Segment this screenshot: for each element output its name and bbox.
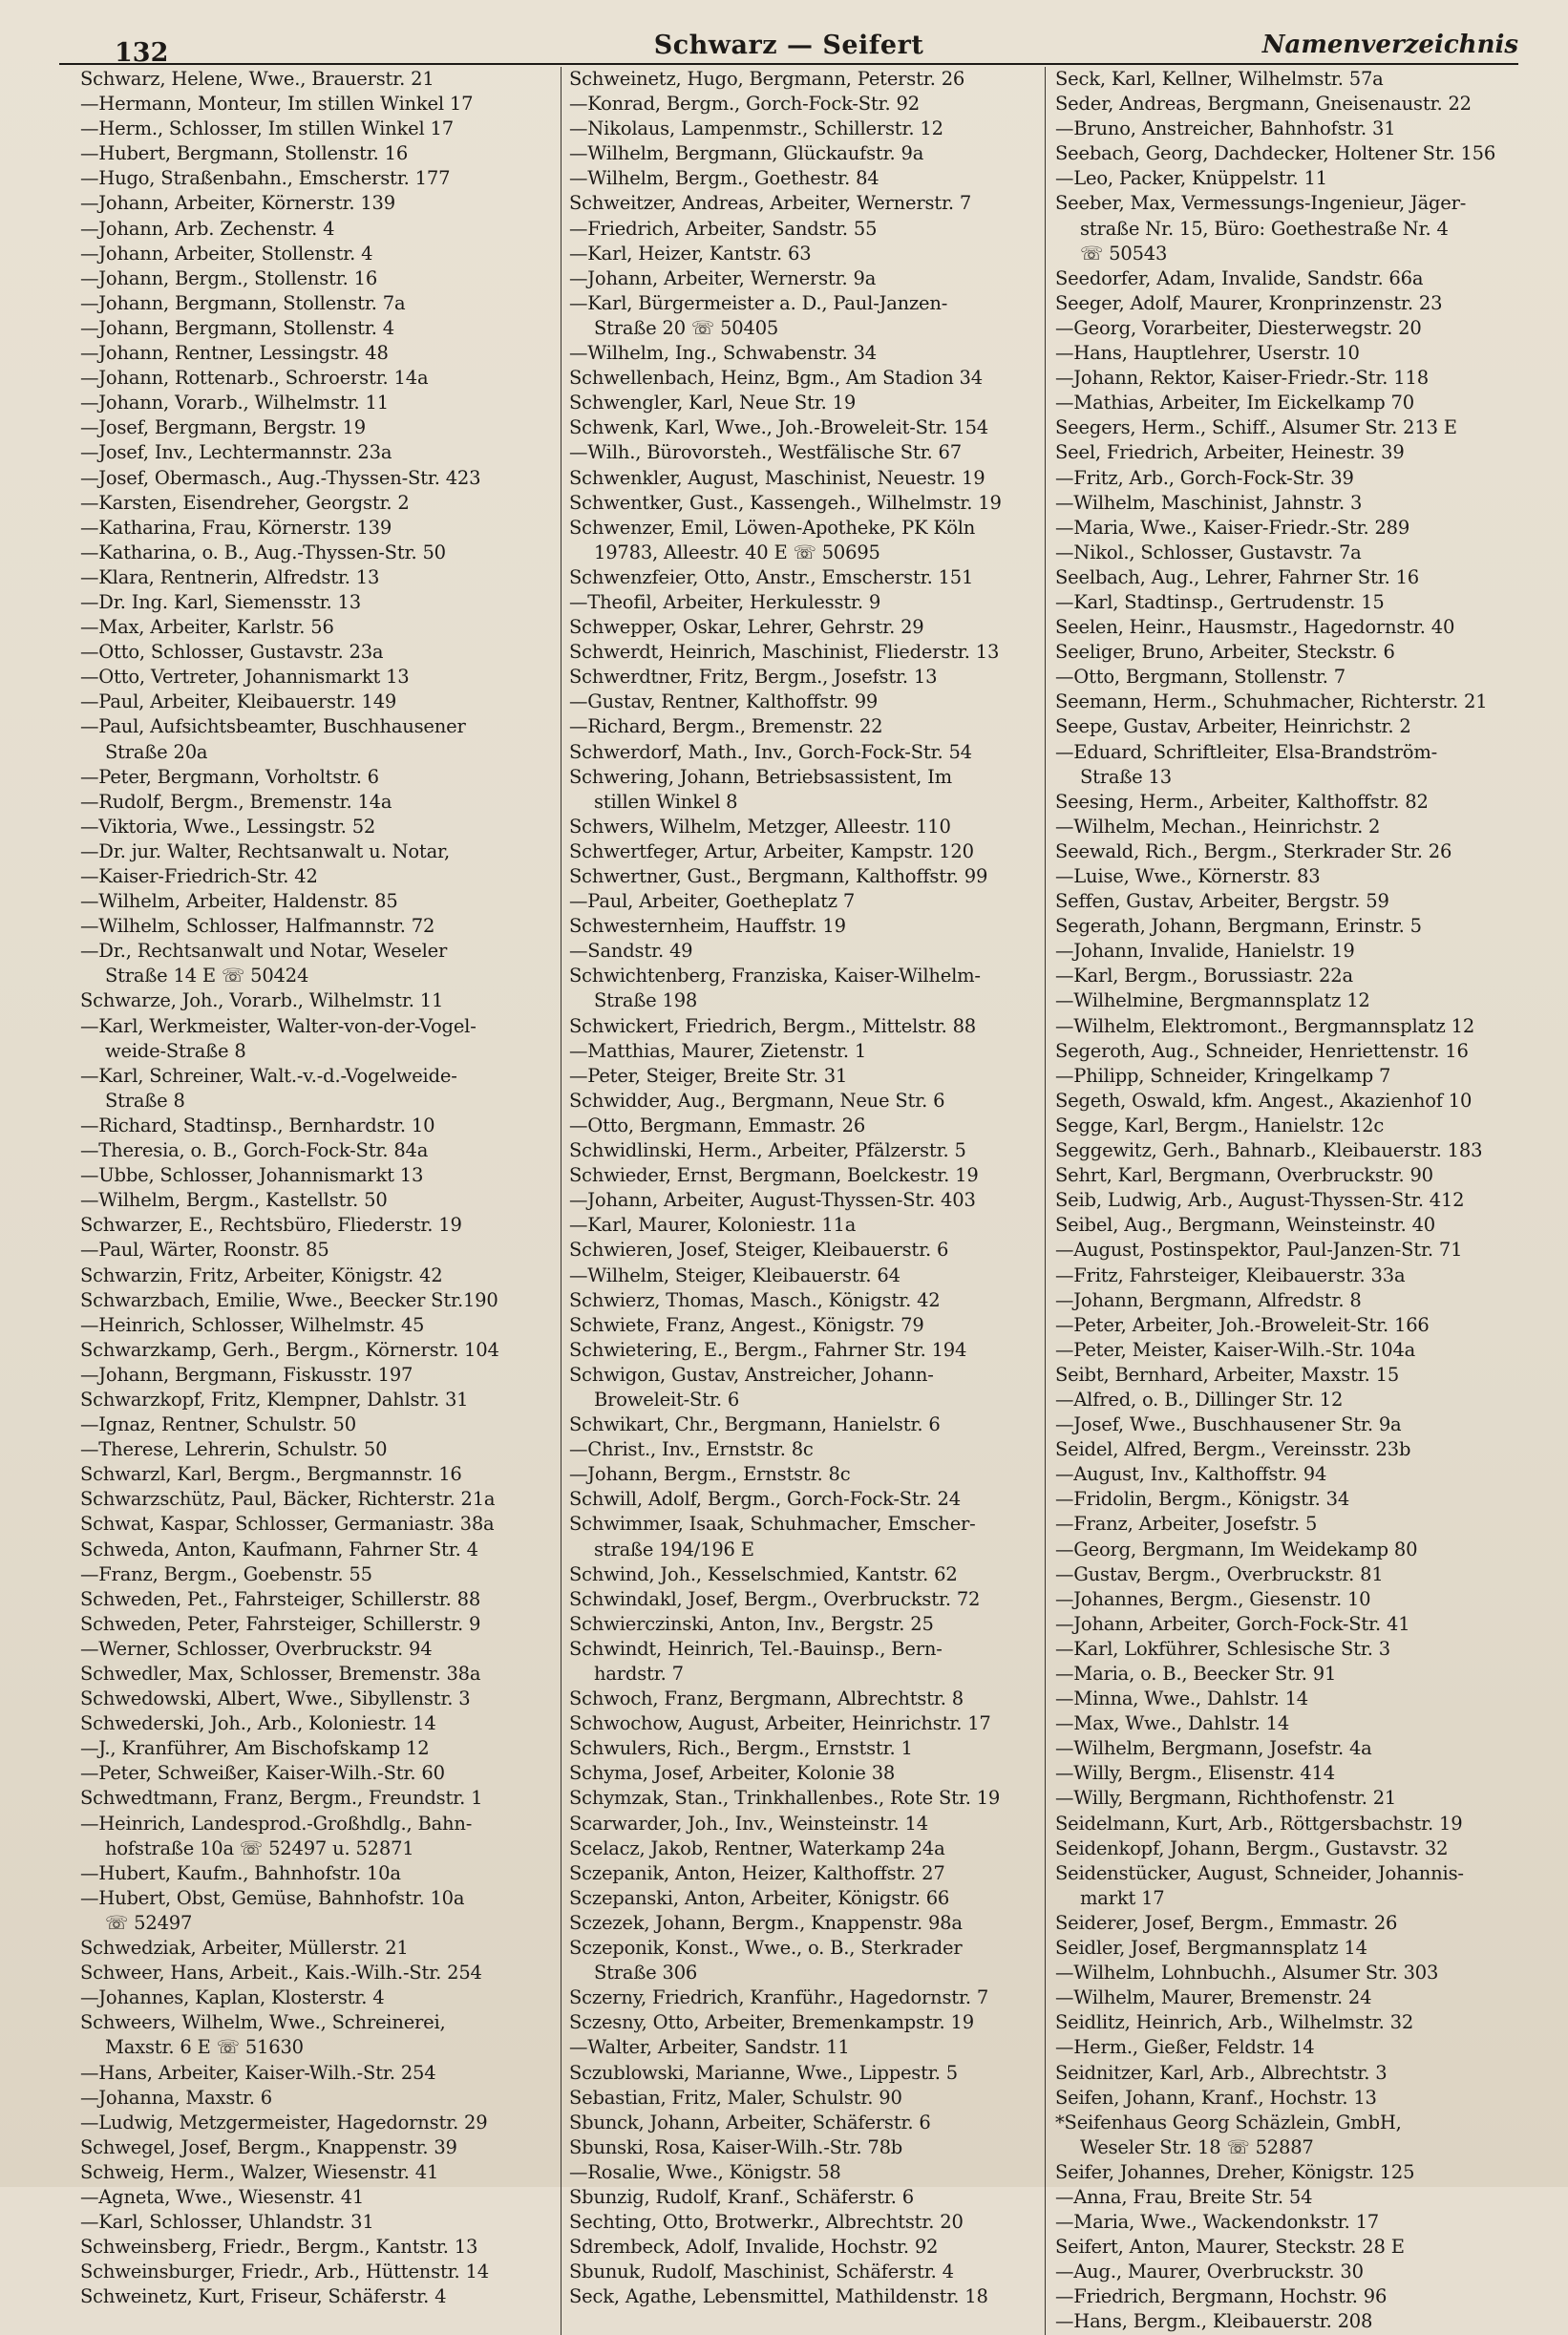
directory-entry: —Johannes, Kaplan, Klosterstr. 4: [80, 1986, 385, 2009]
directory-entry: —Peter, Schweißer, Kaiser-Wilh.-Str. 60: [80, 1762, 445, 1785]
directory-entry: Weseler Str. 18 ☏ 52887: [1080, 2135, 1314, 2158]
directory-entry: —Paul, Wärter, Roonstr. 85: [80, 1239, 329, 1262]
directory-entry: Schwers, Wilhelm, Metzger, Alleestr. 110: [569, 815, 951, 838]
directory-entry: Straße 20 ☏ 50405: [594, 316, 779, 339]
directory-entry: hardstr. 7: [594, 1663, 684, 1685]
directory-entry: Straße 13: [1080, 765, 1172, 788]
directory-entry: Schwidder, Aug., Bergmann, Neue Str. 6: [569, 1089, 945, 1112]
directory-entry: —Rosalie, Wwe., Königstr. 58: [569, 2160, 841, 2183]
directory-entry: Seifer, Johannes, Dreher, Königstr. 125: [1055, 2160, 1415, 2183]
directory-entry: Schweinetz, Kurt, Friseur, Schäferstr. 4: [80, 2285, 447, 2308]
directory-entry: Sehrt, Karl, Bergmann, Overbruckstr. 90: [1055, 1164, 1433, 1187]
directory-entry: Schweers, Wilhelm, Wwe., Schreinerei,: [80, 2011, 446, 2034]
directory-entry: Schwengler, Karl, Neue Str. 19: [569, 392, 857, 414]
directory-entry: Schyma, Josef, Arbeiter, Kolonie 38: [569, 1762, 896, 1785]
directory-entry: —Herm., Schlosser, Im stillen Winkel 17: [80, 117, 454, 140]
directory-entry: —Wilhelm, Maschinist, Jahnstr. 3: [1055, 491, 1363, 514]
directory-entry: Seibel, Aug., Bergmann, Weinsteinstr. 40: [1055, 1214, 1436, 1237]
directory-entry: Sczepanik, Anton, Heizer, Kalthoffstr. 27: [569, 1861, 945, 1884]
directory-entry: Schweitzer, Andreas, Arbeiter, Wernerstr. 7: [569, 192, 972, 215]
directory-entry: straße Nr. 15, Büro: Goethestraße Nr. 4: [1080, 217, 1449, 240]
directory-entry: —Dr. Ing. Karl, Siemensstr. 13: [80, 590, 361, 613]
directory-entry: —Wilhelm, Mechan., Heinrichstr. 2: [1055, 815, 1381, 838]
directory-entry: Schwerdtner, Fritz, Bergm., Josefstr. 13: [569, 666, 938, 689]
directory-entry: Schwikart, Chr., Bergmann, Hanielstr. 6: [569, 1413, 941, 1436]
directory-entry: —Maria, Wwe., Wackendonkstr. 17: [1055, 2211, 1379, 2234]
directory-entry: —Johann, Bergmann, Stollenstr. 7a: [80, 291, 406, 314]
directory-entry: Seggewitz, Gerh., Bahnarb., Kleibauerstr. 183: [1055, 1139, 1483, 1162]
directory-entry: Seel, Friedrich, Arbeiter, Heinestr. 39: [1055, 441, 1405, 464]
directory-entry: Seidenstücker, August, Schneider, Johannis-: [1055, 1861, 1464, 1884]
directory-entry: —Johann, Arbeiter, August-Thyssen-Str. 403: [569, 1189, 976, 1212]
directory-entry: Schwierz, Thomas, Masch., Königstr. 42: [569, 1288, 941, 1311]
directory-entry: Sbunzig, Rudolf, Kranf., Schäferstr. 6: [569, 2185, 914, 2208]
directory-entry: —Eduard, Schriftleiter, Elsa-Brandström-: [1055, 740, 1438, 763]
directory-entry: Schwindt, Heinrich, Tel.-Bauinsp., Bern-: [569, 1637, 943, 1660]
directory-entry: Seepe, Gustav, Arbeiter, Heinrichstr. 2: [1055, 715, 1411, 738]
directory-entry: Seidelmann, Kurt, Arb., Röttgersbachstr. 19: [1055, 1812, 1463, 1835]
directory-entry: Seib, Ludwig, Arb., August-Thyssen-Str. 412: [1055, 1189, 1465, 1212]
directory-entry: —Wilhelm, Bergm., Kastellstr. 50: [80, 1189, 388, 1212]
directory-entry: Seibt, Bernhard, Arbeiter, Maxstr. 15: [1055, 1363, 1400, 1386]
directory-entry: Seck, Karl, Kellner, Wilhelmstr. 57a: [1055, 68, 1384, 90]
directory-entry: —Johann, Vorarb., Wilhelmstr. 11: [80, 392, 389, 414]
directory-entry: Sechting, Otto, Brotwerkr., Albrechtstr. 20: [569, 2211, 964, 2234]
directory-entry: —Rudolf, Bergm., Bremenstr. 14a: [80, 790, 392, 813]
directory-entry: —Karl, Maurer, Koloniestr. 11a: [569, 1214, 857, 1237]
directory-entry: Schwarzbach, Emilie, Wwe., Beecker Str.190: [80, 1288, 498, 1311]
directory-entry: —Ubbe, Schlosser, Johannismarkt 13: [80, 1164, 424, 1187]
directory-entry: Seidel, Alfred, Bergm., Vereinsstr. 23b: [1055, 1438, 1411, 1461]
directory-entry: Seesing, Herm., Arbeiter, Kalthoffstr. 82: [1055, 790, 1429, 813]
directory-entry: —Paul, Aufsichtsbeamter, Buschhausener: [80, 715, 466, 738]
directory-entry: Schwieder, Ernst, Bergmann, Boelckestr. 19: [569, 1164, 979, 1187]
directory-entry: *Seifenhaus Georg Schäzlein, GmbH,: [1055, 2111, 1402, 2133]
column-middle: [561, 67, 1045, 2335]
directory-entry: Schweinsberg, Friedr., Bergm., Kantstr. 13: [80, 2236, 478, 2259]
directory-entry: Seffen, Gustav, Arbeiter, Bergstr. 59: [1055, 890, 1389, 913]
directory-entry: —Hugo, Straßenbahn., Emscherstr. 177: [80, 167, 451, 190]
directory-entry: Schwesternheim, Hauffstr. 19: [569, 915, 846, 938]
directory-entry: —Willy, Bergmann, Richthofenstr. 21: [1055, 1787, 1397, 1810]
directory-entry: —Richard, Bergm., Bremenstr. 22: [569, 715, 883, 738]
directory-entry: —Fritz, Arb., Gorch-Fock-Str. 39: [1055, 466, 1354, 489]
directory-entry: —Peter, Meister, Kaiser-Wilh.-Str. 104a: [1055, 1338, 1416, 1361]
directory-entry: Schwidlinski, Herm., Arbeiter, Pfälzerstr. 5: [569, 1139, 966, 1162]
directory-entry: ☏ 50543: [1080, 242, 1168, 265]
directory-entry: —Gustav, Rentner, Kalthoffstr. 99: [569, 690, 879, 713]
directory-entry: —Friedrich, Bergmann, Hochstr. 96: [1055, 2285, 1388, 2308]
directory-entry: Schwoch, Franz, Bergmann, Albrechtstr. 8: [569, 1688, 964, 1710]
directory-entry: —Peter, Arbeiter, Joh.-Broweleit-Str. 166: [1055, 1313, 1430, 1336]
directory-entry: Schwenzer, Emil, Löwen-Apotheke, PK Köln: [569, 516, 976, 539]
directory-entry: 19783, Alleestr. 40 E ☏ 50695: [594, 541, 880, 563]
directory-entry: Seidler, Josef, Bergmannsplatz 14: [1055, 1937, 1367, 1960]
directory-entry: Schwarzschütz, Paul, Bäcker, Richterstr. 21a: [80, 1488, 496, 1511]
directory-entry: Segeroth, Aug., Schneider, Henriettenstr. 16: [1055, 1039, 1469, 1062]
directory-entry: Schweinetz, Hugo, Bergmann, Peterstr. 26: [569, 68, 965, 90]
directory-entry: —Hermann, Monteur, Im stillen Winkel 17: [80, 93, 474, 116]
directory-entry: —Johannes, Bergm., Giesenstr. 10: [1055, 1587, 1371, 1610]
directory-entry: —Hubert, Bergmann, Stollenstr. 16: [80, 142, 409, 165]
directory-entry: —Wilhelm, Bergmann, Glückaufstr. 9a: [569, 142, 924, 165]
directory-entry: —Theresia, o. B., Gorch-Fock-Str. 84a: [80, 1139, 429, 1162]
directory-entry: —Franz, Arbeiter, Josefstr. 5: [1055, 1513, 1318, 1536]
directory-entry: —Johann, Arb. Zechenstr. 4: [80, 217, 335, 240]
directory-entry: markt 17: [1080, 1886, 1165, 1909]
directory-entry: Schwertfeger, Artur, Arbeiter, Kampstr. 120: [569, 839, 974, 862]
directory-entry: —Wilhelm, Bergm., Goethestr. 84: [569, 167, 879, 190]
page-header: [59, 21, 1518, 68]
directory-entry: Schwill, Adolf, Bergm., Gorch-Fock-Str. 24: [569, 1488, 961, 1511]
directory-entry: —Karl, Bergm., Borussiastr. 22a: [1055, 965, 1353, 987]
directory-entry: —August, Inv., Kalthoffstr. 94: [1055, 1463, 1327, 1486]
directory-entry: —Hans, Bergm., Kleibauerstr. 208: [1055, 2310, 1373, 2333]
directory-entry: —Johann, Rottenarb., Schroerstr. 14a: [80, 367, 429, 390]
directory-entry: —Klara, Rentnerin, Alfredstr. 13: [80, 565, 380, 588]
directory-entry: —August, Postinspektor, Paul-Janzen-Str. 71: [1055, 1239, 1463, 1262]
directory-entry: Seeber, Max, Vermessungs-Ingenieur, Jäger-: [1055, 192, 1467, 215]
directory-entry: —Wilhelm, Bergmann, Josefstr. 4a: [1055, 1737, 1372, 1760]
directory-entry: Seiderer, Josef, Bergm., Emmastr. 26: [1055, 1911, 1398, 1934]
directory-entry: Schwenk, Karl, Wwe., Joh.-Broweleit-Str. 154: [569, 416, 989, 439]
directory-entry: —Johann, Rentner, Lessingstr. 48: [80, 342, 389, 365]
directory-entry: —Josef, Bergmann, Bergstr. 19: [80, 416, 366, 439]
directory-entry: —Fritz, Fahrsteiger, Kleibauerstr. 33a: [1055, 1263, 1406, 1286]
page-title: Schwarz — Seifert: [653, 31, 924, 60]
directory-entry: —Peter, Steiger, Breite Str. 31: [569, 1064, 848, 1087]
directory-entry: —Fridolin, Bergm., Königstr. 34: [1055, 1488, 1350, 1511]
directory-entry: —Viktoria, Wwe., Lessingstr. 52: [80, 815, 376, 838]
directory-entry: —Gustav, Bergm., Overbruckstr. 81: [1055, 1562, 1384, 1585]
directory-entry: Seidenkopf, Johann, Bergm., Gustavstr. 32: [1055, 1836, 1449, 1859]
directory-entry: —Karl, Bürgermeister a. D., Paul-Janzen-: [569, 291, 948, 314]
directory-entry: Schwerdorf, Math., Inv., Gorch-Fock-Str. 54: [569, 740, 972, 763]
directory-entry: —Therese, Lehrerin, Schulstr. 50: [80, 1438, 388, 1461]
directory-entry: Schweig, Herm., Walzer, Wiesenstr. 41: [80, 2160, 439, 2183]
directory-entry: —Wilh., Bürovorsteh., Westfälische Str. 67: [569, 441, 962, 464]
directory-entry: —Georg, Bergmann, Im Weidekamp 80: [1055, 1538, 1418, 1560]
directory-entry: —Otto, Bergmann, Emmastr. 26: [569, 1114, 866, 1136]
directory-entry: Scelacz, Jakob, Rentner, Waterkamp 24a: [569, 1836, 945, 1859]
directory-entry: —Wilhelm, Steiger, Kleibauerstr. 64: [569, 1263, 901, 1286]
directory-entry: Schwarzkamp, Gerh., Bergm., Körnerstr. 104: [80, 1338, 499, 1361]
directory-entry: Sczublowski, Marianne, Wwe., Lippestr. 5: [569, 2061, 958, 2084]
directory-entry: Seedorfer, Adam, Invalide, Sandstr. 66a: [1055, 266, 1424, 289]
directory-entry: weide-Straße 8: [105, 1039, 246, 1062]
directory-entry: —Max, Arbeiter, Karlstr. 56: [80, 616, 334, 639]
directory-entry: Seelbach, Aug., Lehrer, Fahrner Str. 16: [1055, 565, 1419, 588]
directory-entry: —Heinrich, Landesprod.-Großhdlg., Bahn-: [80, 1812, 473, 1835]
directory-entry: —Johann, Bergmann, Fiskusstr. 197: [80, 1363, 413, 1386]
directory-entry: —Aug., Maurer, Overbruckstr. 30: [1055, 2261, 1364, 2283]
directory-entry: —Werner, Schlosser, Overbruckstr. 94: [80, 1637, 433, 1660]
directory-entry: Seder, Andreas, Bergmann, Gneisenaustr. 22: [1055, 93, 1472, 116]
directory-entry: —Karl, Schreiner, Walt.-v.-d.-Vogelweide-: [80, 1064, 457, 1087]
directory-entry: —Josef, Wwe., Buschhausener Str. 9a: [1055, 1413, 1402, 1436]
directory-entry: —Wilhelm, Schlosser, Halfmannstr. 72: [80, 915, 435, 938]
directory-entry: —Heinrich, Schlosser, Wilhelmstr. 45: [80, 1313, 425, 1336]
directory-entry: —Ludwig, Metzgermeister, Hagedornstr. 29: [80, 2111, 488, 2133]
directory-entry: —Katharina, o. B., Aug.-Thyssen-Str. 50: [80, 541, 446, 563]
directory-entry: —Maria, o. B., Beecker Str. 91: [1055, 1663, 1337, 1685]
directory-entry: —Maria, Wwe., Kaiser-Friedr.-Str. 289: [1055, 516, 1410, 539]
directory-entry: —Johanna, Maxstr. 6: [80, 2086, 272, 2109]
directory-entry: —Josef, Inv., Lechtermannstr. 23a: [80, 441, 392, 464]
directory-entry: Schwenkler, August, Maschinist, Neuestr. 19: [569, 466, 985, 489]
directory-entry: —Wilhelm, Elektromont., Bergmannsplatz 12: [1055, 1014, 1475, 1037]
directory-columns: [78, 67, 1520, 2333]
directory-entry: Schweden, Peter, Fahrsteiger, Schillerstr. 9: [80, 1612, 481, 1635]
directory-entry: —Mathias, Arbeiter, Im Eickelkamp 70: [1055, 392, 1414, 414]
directory-entry: Sbunski, Rosa, Kaiser-Wilh.-Str. 78b: [569, 2135, 903, 2158]
directory-entry: Schwarzl, Karl, Bergm., Bergmannstr. 16: [80, 1463, 462, 1486]
directory-entry: Schwarze, Joh., Vorarb., Wilhelmstr. 11: [80, 989, 444, 1012]
section-title: Namenverzeichnis: [1261, 31, 1518, 59]
directory-entry: —Dr. jur. Walter, Rechtsanwalt u. Notar,: [80, 839, 450, 862]
directory-entry: —Sandstr. 49: [569, 940, 693, 963]
directory-entry: Schwiete, Franz, Angest., Königstr. 79: [569, 1313, 924, 1336]
directory-entry: Schweer, Hans, Arbeit., Kais.-Wilh.-Str. 254: [80, 1962, 482, 1985]
directory-entry: Schwedtmann, Franz, Bergm., Freundstr. 1: [80, 1787, 483, 1810]
directory-entry: Schwulers, Rich., Bergm., Ernststr. 1: [569, 1737, 913, 1760]
directory-entry: —Otto, Vertreter, Johannismarkt 13: [80, 666, 410, 689]
directory-entry: —Bruno, Anstreicher, Bahnhofstr. 31: [1055, 117, 1396, 140]
directory-entry: —Franz, Bergm., Goebenstr. 55: [80, 1562, 372, 1585]
directory-entry: Schwigon, Gustav, Anstreicher, Johann-: [569, 1363, 934, 1386]
directory-entry: —Leo, Packer, Knüppelstr. 11: [1055, 167, 1327, 190]
directory-entry: —Katharina, Frau, Körnerstr. 139: [80, 516, 392, 539]
directory-entry: Sdrembeck, Adolf, Invalide, Hochstr. 92: [569, 2236, 939, 2259]
directory-entry: Schweden, Pet., Fahrsteiger, Schillerstr. 88: [80, 1587, 481, 1610]
directory-entry: —Johann, Arbeiter, Körnerstr. 139: [80, 192, 395, 215]
page-number: 132: [115, 38, 169, 68]
directory-entry: Seidnitzer, Karl, Arb., Albrechtstr. 3: [1055, 2061, 1388, 2084]
directory-entry: —Walter, Arbeiter, Sandstr. 11: [569, 2036, 850, 2059]
directory-entry: Schwenzfeier, Otto, Anstr., Emscherstr. 151: [569, 565, 974, 588]
directory-entry: —Georg, Vorarbeiter, Diesterwegstr. 20: [1055, 316, 1422, 339]
directory-entry: —Anna, Frau, Breite Str. 54: [1055, 2185, 1313, 2208]
directory-entry: Schwedowski, Albert, Wwe., Sibyllenstr. 3: [80, 1688, 471, 1710]
directory-entry: —Minna, Wwe., Dahlstr. 14: [1055, 1688, 1309, 1710]
directory-entry: Seeger, Adolf, Maurer, Kronprinzenstr. 23: [1055, 291, 1443, 314]
directory-entry: —Herm., Gießer, Feldstr. 14: [1055, 2036, 1315, 2059]
directory-entry: Sbunuk, Rudolf, Maschinist, Schäferstr. 4: [569, 2261, 954, 2283]
directory-entry: —Johann, Bergmann, Alfredstr. 8: [1055, 1288, 1362, 1311]
directory-entry: —Johann, Arbeiter, Gorch-Fock-Str. 41: [1055, 1612, 1410, 1635]
directory-entry: Seegers, Herm., Schiff., Alsumer Str. 213 E: [1055, 416, 1457, 439]
directory-entry: Straße 20a: [105, 740, 208, 763]
directory-entry: —Hubert, Obst, Gemüse, Bahnhofstr. 10a: [80, 1886, 465, 1909]
directory-entry: —Karl, Lokführer, Schlesische Str. 3: [1055, 1637, 1390, 1660]
directory-entry: —Friedrich, Arbeiter, Sandstr. 55: [569, 217, 878, 240]
directory-entry: Schwederski, Joh., Arb., Koloniestr. 14: [80, 1712, 436, 1735]
directory-entry: —Johann, Invalide, Hanielstr. 19: [1055, 940, 1355, 963]
directory-entry: Seck, Agathe, Lebensmittel, Mathildenstr. 18: [569, 2285, 988, 2308]
directory-entry: Schwarz, Helene, Wwe., Brauerstr. 21: [80, 68, 434, 90]
directory-entry: —Karl, Heizer, Kantstr. 63: [569, 242, 812, 265]
directory-entry: —Karl, Stadtinsp., Gertrudenstr. 15: [1055, 590, 1385, 613]
directory-entry: Sczesny, Otto, Arbeiter, Bremenkampstr. 19: [569, 2011, 974, 2034]
directory-entry: Seidlitz, Heinrich, Arb., Wilhelmstr. 32: [1055, 2011, 1414, 2034]
directory-entry: —Wilhelm, Lohnbuchh., Alsumer Str. 303: [1055, 1962, 1439, 1985]
directory-entry: —Johann, Bergm., Ernststr. 8c: [569, 1463, 851, 1486]
directory-entry: Sczeponik, Konst., Wwe., o. B., Sterkrader: [569, 1937, 963, 1960]
directory-entry: Sczerny, Friedrich, Kranführ., Hagedornstr. 7: [569, 1986, 989, 2009]
directory-entry: stillen Winkel 8: [594, 790, 738, 813]
directory-entry: Sebastian, Fritz, Maler, Schulstr. 90: [569, 2086, 902, 2109]
directory-entry: Seifen, Johann, Kranf., Hochstr. 13: [1055, 2086, 1377, 2109]
directory-entry: —Paul, Arbeiter, Kleibauerstr. 149: [80, 690, 397, 713]
directory-entry: —Johann, Arbeiter, Stollenstr. 4: [80, 242, 373, 265]
directory-entry: Seifert, Anton, Maurer, Steckstr. 28 E: [1055, 2236, 1405, 2259]
directory-entry: Schwerdt, Heinrich, Maschinist, Fliederstr. 13: [569, 641, 1000, 664]
directory-entry: —Otto, Schlosser, Gustavstr. 23a: [80, 641, 384, 664]
directory-entry: Maxstr. 6 E ☏ 51630: [105, 2036, 304, 2059]
directory-entry: —Konrad, Bergm., Gorch-Fock-Str. 92: [569, 93, 920, 116]
directory-entry: Schweda, Anton, Kaufmann, Fahrner Str. 4: [80, 1538, 478, 1560]
directory-entry: Schwieren, Josef, Steiger, Kleibauerstr. 6: [569, 1239, 949, 1262]
directory-entry: —Johann, Bergmann, Stollenstr. 4: [80, 316, 394, 339]
directory-entry: Seeliger, Bruno, Arbeiter, Steckstr. 6: [1055, 641, 1395, 664]
directory-entry: —Hans, Hauptlehrer, Userstr. 10: [1055, 342, 1360, 365]
directory-entry: Schwochow, August, Arbeiter, Heinrichstr. 17: [569, 1712, 991, 1735]
directory-entry: —Nikol., Schlosser, Gustavstr. 7a: [1055, 541, 1362, 563]
directory-entry: —Johann, Rektor, Kaiser-Friedr.-Str. 118: [1055, 367, 1429, 390]
directory-entry: Segge, Karl, Bergm., Hanielstr. 12c: [1055, 1114, 1385, 1136]
directory-entry: Straße 14 E ☏ 50424: [105, 965, 309, 987]
directory-entry: —Philipp, Schneider, Kringelkamp 7: [1055, 1064, 1391, 1087]
directory-entry: —Peter, Bergmann, Vorholtstr. 6: [80, 765, 379, 788]
directory-entry: —Dr., Rechtsanwalt und Notar, Weseler: [80, 940, 448, 963]
directory-entry: —Hans, Arbeiter, Kaiser-Wilh.-Str. 254: [80, 2061, 436, 2084]
directory-entry: Seemann, Herm., Schuhmacher, Richterstr. 21: [1055, 690, 1488, 713]
directory-entry: —Paul, Arbeiter, Goetheplatz 7: [569, 890, 856, 913]
directory-entry: —Christ., Inv., Ernststr. 8c: [569, 1438, 814, 1461]
directory-entry: Schwellenbach, Heinz, Bgm., Am Stadion 34: [569, 367, 983, 390]
directory-entry: Schwichtenberg, Franziska, Kaiser-Wilhelm-: [569, 965, 981, 987]
directory-entry: Broweleit-Str. 6: [594, 1388, 740, 1411]
directory-entry: —Wilhelm, Ing., Schwabenstr. 34: [569, 342, 878, 365]
directory-entry: Schwarzin, Fritz, Arbeiter, Königstr. 42: [80, 1263, 443, 1286]
directory-entry: Straße 8: [105, 1089, 185, 1112]
directory-entry: Scarwarder, Joh., Inv., Weinsteinstr. 14: [569, 1812, 928, 1835]
directory-entry: —Karl, Schlosser, Uhlandstr. 31: [80, 2211, 374, 2234]
directory-entry: —Johann, Bergm., Stollenstr. 16: [80, 266, 378, 289]
directory-entry: —Matthias, Maurer, Zietenstr. 1: [569, 1039, 867, 1062]
directory-entry: —Wilhelm, Maurer, Bremenstr. 24: [1055, 1986, 1372, 2009]
column-right: [1045, 67, 1520, 2335]
directory-entry: —Alfred, o. B., Dillinger Str. 12: [1055, 1388, 1344, 1411]
directory-entry: —Josef, Obermasch., Aug.-Thyssen-Str. 423: [80, 466, 481, 489]
directory-entry: —Johann, Arbeiter, Wernerstr. 9a: [569, 266, 877, 289]
directory-entry: —Max, Wwe., Dahlstr. 14: [1055, 1712, 1290, 1735]
directory-entry: Segeth, Oswald, kfm. Angest., Akazienhof 10: [1055, 1089, 1473, 1112]
directory-entry: Schwertner, Gust., Bergmann, Kalthoffstr. 99: [569, 865, 988, 887]
directory-entry: Schwarzer, E., Rechtsbüro, Fliederstr. 19: [80, 1214, 462, 1237]
directory-entry: Sbunck, Johann, Arbeiter, Schäferstr. 6: [569, 2111, 931, 2133]
directory-entry: Schwind, Joh., Kesselschmied, Kantstr. 62: [569, 1562, 958, 1585]
directory-entry: —Wilhelm, Arbeiter, Haldenstr. 85: [80, 890, 398, 913]
directory-entry: —Willy, Bergm., Elisenstr. 414: [1055, 1762, 1335, 1785]
directory-entry: Straße 306: [594, 1962, 698, 1985]
directory-entry: Segerath, Johann, Bergmann, Erinstr. 5: [1055, 915, 1422, 938]
directory-entry: hofstraße 10a ☏ 52497 u. 52871: [105, 1836, 414, 1859]
directory-entry: Schymzak, Stan., Trinkhallenbes., Rote Str. 19: [569, 1787, 1001, 1810]
directory-entry: Sczezek, Johann, Bergm., Knappenstr. 98a: [569, 1911, 963, 1934]
directory-entry: —Richard, Stadtinsp., Bernhardstr. 10: [80, 1114, 435, 1136]
directory-entry: Schweinsburger, Friedr., Arb., Hüttenstr. 14: [80, 2261, 489, 2283]
directory-entry: Schwarzkopf, Fritz, Klempner, Dahlstr. 31: [80, 1388, 469, 1411]
column-left: [78, 67, 561, 2335]
directory-entry: Schwegel, Josef, Bergm., Knappenstr. 39: [80, 2135, 457, 2158]
directory-entry: Schwedziak, Arbeiter, Müllerstr. 21: [80, 1937, 409, 1960]
directory-entry: Schwepper, Oskar, Lehrer, Gehrstr. 29: [569, 616, 924, 639]
directory-entry: Schwickert, Friedrich, Bergm., Mittelstr. 88: [569, 1014, 976, 1037]
directory-entry: ☏ 52497: [105, 1911, 193, 1934]
directory-entry: —Ignaz, Rentner, Schulstr. 50: [80, 1413, 356, 1436]
directory-entry: —Hubert, Kaufm., Bahnhofstr. 10a: [80, 1861, 401, 1884]
directory-entry: —Kaiser-Friedrich-Str. 42: [80, 865, 318, 887]
directory-entry: Schwierczinski, Anton, Inv., Bergstr. 25: [569, 1612, 934, 1635]
directory-entry: Straße 198: [594, 989, 698, 1012]
directory-entry: Schwedler, Max, Schlosser, Bremenstr. 38a: [80, 1663, 481, 1685]
directory-entry: Schwietering, E., Bergm., Fahrner Str. 194: [569, 1338, 967, 1361]
directory-entry: —Wilhelmine, Bergmannsplatz 12: [1055, 989, 1370, 1012]
directory-entry: —Theofil, Arbeiter, Herkulesstr. 9: [569, 590, 881, 613]
directory-entry: Schwindakl, Josef, Bergm., Overbruckstr. 72: [569, 1587, 981, 1610]
directory-entry: Schwimmer, Isaak, Schuhmacher, Emscher-: [569, 1513, 976, 1536]
directory-entry: Seelen, Heinr., Hausmstr., Hagedornstr. 40: [1055, 616, 1455, 639]
directory-entry: Schwentker, Gust., Kassengeh., Wilhelmstr. 19: [569, 491, 1002, 514]
directory-entry: Seewald, Rich., Bergm., Sterkrader Str. 26: [1055, 839, 1452, 862]
directory-entry: Seebach, Georg, Dachdecker, Holtener Str. 156: [1055, 142, 1496, 165]
directory-entry: —Otto, Bergmann, Stollenstr. 7: [1055, 666, 1346, 689]
directory-entry: —Luise, Wwe., Körnerstr. 83: [1055, 865, 1321, 887]
directory-entry: —Karl, Werkmeister, Walter-von-der-Vogel-: [80, 1014, 477, 1037]
directory-entry: Sczepanski, Anton, Arbeiter, Königstr. 66: [569, 1886, 950, 1909]
directory-entry: —J., Kranführer, Am Bischofskamp 12: [80, 1737, 430, 1760]
directory-entry: —Nikolaus, Lampenmstr., Schillerstr. 12: [569, 117, 943, 140]
directory-entry: Schwering, Johann, Betriebsassistent, Im: [569, 765, 952, 788]
directory-entry: straße 194/196 E: [594, 1538, 754, 1560]
directory-entry: Schwat, Kaspar, Schlosser, Germaniastr. 38a: [80, 1513, 495, 1536]
directory-entry: —Karsten, Eisendreher, Georgstr. 2: [80, 491, 410, 514]
directory-entry: —Agneta, Wwe., Wiesenstr. 41: [80, 2185, 365, 2208]
